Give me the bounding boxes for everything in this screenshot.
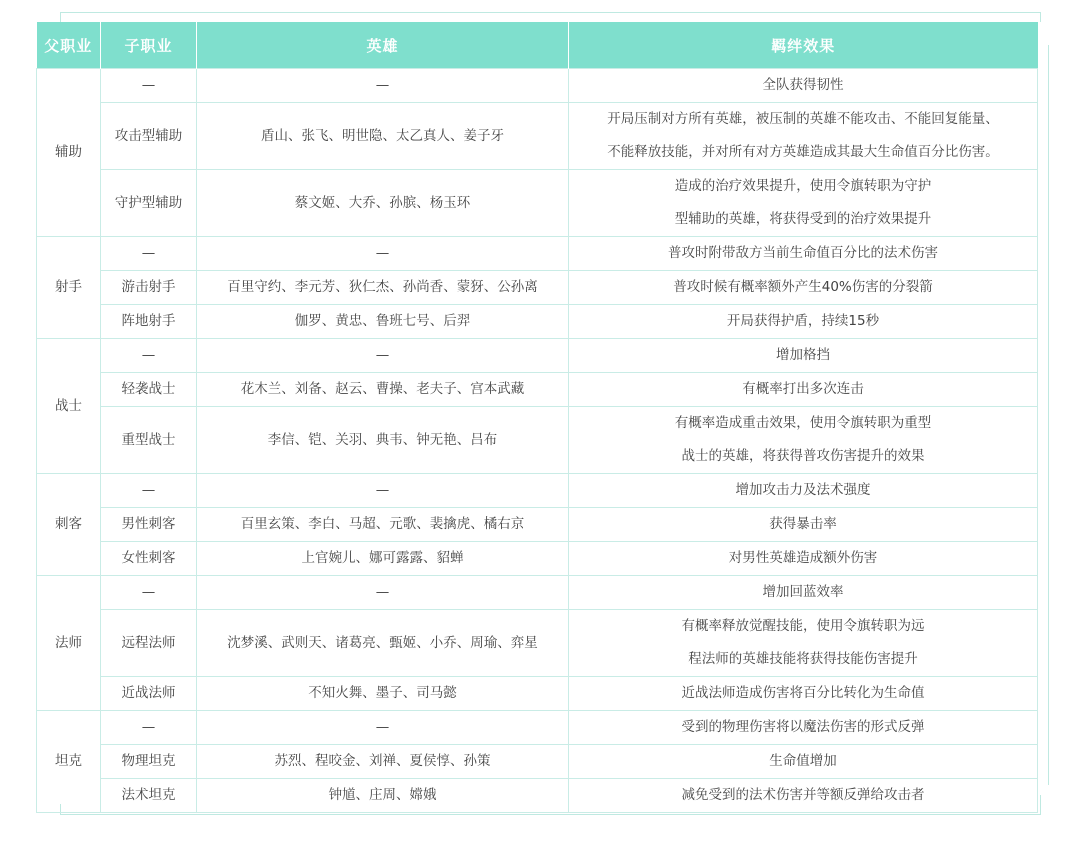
bond-effect-cell xyxy=(569,103,1038,170)
bond-effect-line: 全队获得韧性 xyxy=(762,77,844,93)
frame-corner-line xyxy=(1040,795,1041,815)
heroes-cell: — xyxy=(197,711,569,745)
bond-effect-line: 对男性英雄造成额外伤害 xyxy=(728,550,878,566)
heroes-cell: 钟馗、庄周、嫦娥 xyxy=(197,779,569,813)
parent-class-cell: 坦克 xyxy=(37,711,101,813)
table-row xyxy=(37,677,1038,711)
frame-side-line xyxy=(1048,45,1049,785)
bond-effect-line: 增加攻击力及法术强度 xyxy=(735,482,871,498)
bond-effect-line: 普攻时候有概率额外产生40%伤害的分裂箭 xyxy=(673,279,933,295)
bond-effect-cell xyxy=(569,745,1038,779)
table-row xyxy=(37,474,1038,508)
bond-effect-cell xyxy=(569,339,1038,373)
sub-class-cell: — xyxy=(101,237,197,271)
table-row xyxy=(37,508,1038,542)
bond-effect-cell xyxy=(569,610,1038,677)
sub-class-cell: — xyxy=(101,69,197,103)
parent-class-cell: 法师 xyxy=(37,576,101,711)
bond-effect-line: 不能释放技能，并对所有对方英雄造成其最大生命值百分比伤害。 xyxy=(607,144,999,160)
header-heroes: 英雄 xyxy=(197,22,569,69)
bond-effect-line: 普攻时附带敌方当前生命值百分比的法术伤害 xyxy=(668,245,938,261)
table-row xyxy=(37,576,1038,610)
parent-class-cell: 战士 xyxy=(37,339,101,474)
table-row xyxy=(37,271,1038,305)
sub-class-cell: 物理坦克 xyxy=(101,745,197,779)
bond-effect-line: 增加格挡 xyxy=(776,347,830,363)
table-row xyxy=(37,69,1038,103)
heroes-cell: 花木兰、刘备、赵云、曹操、老夫子、宫本武藏 xyxy=(197,373,569,407)
heroes-cell: — xyxy=(197,237,569,271)
heroes-cell: — xyxy=(197,474,569,508)
table-row xyxy=(37,103,1038,170)
header-sub-class: 子职业 xyxy=(101,22,197,69)
sub-class-cell: 男性刺客 xyxy=(101,508,197,542)
header-parent-class: 父职业 xyxy=(37,22,101,69)
table-row xyxy=(37,339,1038,373)
bond-effect-cell xyxy=(569,170,1038,237)
bond-effect-line: 造成的治疗效果提升，使用令旗转职为守护 xyxy=(674,178,932,194)
bond-effect-cell xyxy=(569,237,1038,271)
bond-effect-cell xyxy=(569,69,1038,103)
bond-effect-cell xyxy=(569,373,1038,407)
heroes-cell: 沈梦溪、武则天、诸葛亮、甄姬、小乔、周瑜、弈星 xyxy=(197,610,569,677)
sub-class-cell: — xyxy=(101,576,197,610)
heroes-cell: 蔡文姬、大乔、孙膑、杨玉环 xyxy=(197,170,569,237)
sub-class-cell: 守护型辅助 xyxy=(101,170,197,237)
heroes-cell: 百里守约、李元芳、狄仁杰、孙尚香、蒙犽、公孙离 xyxy=(197,271,569,305)
bond-effect-cell xyxy=(569,271,1038,305)
heroes-cell: 伽罗、黄忠、鲁班七号、后羿 xyxy=(197,305,569,339)
table-row xyxy=(37,610,1038,677)
frame-corner-line xyxy=(60,12,61,22)
bond-effect-line: 减免受到的法术伤害并等额反弹给攻击者 xyxy=(681,787,925,803)
table-row xyxy=(37,305,1038,339)
frame-top-line xyxy=(60,12,1040,13)
heroes-cell: 盾山、张飞、明世隐、太乙真人、姜子牙 xyxy=(197,103,569,170)
bond-effect-cell xyxy=(569,474,1038,508)
heroes-cell: 李信、铠、关羽、典韦、钟无艳、吕布 xyxy=(197,407,569,474)
sub-class-cell: 游击射手 xyxy=(101,271,197,305)
bond-effect-line: 程法师的英雄技能将获得技能伤害提升 xyxy=(688,651,918,667)
sub-class-cell: — xyxy=(101,711,197,745)
bond-effect-line: 有概率造成重击效果，使用令旗转职为重型 xyxy=(674,415,932,431)
bond-effect-line: 有概率释放觉醒技能，使用令旗转职为远 xyxy=(681,618,925,634)
sub-class-cell: — xyxy=(101,474,197,508)
bond-effect-line: 获得暴击率 xyxy=(769,516,837,532)
bond-effect-cell xyxy=(569,305,1038,339)
bond-effect-line: 增加回蓝效率 xyxy=(762,584,844,600)
bond-effect-cell xyxy=(569,542,1038,576)
table-row xyxy=(37,779,1038,813)
sub-class-cell: 攻击型辅助 xyxy=(101,103,197,170)
sub-class-cell: 阵地射手 xyxy=(101,305,197,339)
heroes-cell: — xyxy=(197,69,569,103)
parent-class-cell: 辅助 xyxy=(37,69,101,237)
heroes-cell: 不知火舞、墨子、司马懿 xyxy=(197,677,569,711)
sub-class-cell: — xyxy=(101,339,197,373)
bond-effect-cell xyxy=(569,779,1038,813)
heroes-cell: 百里玄策、李白、马超、元歌、裴擒虎、橘右京 xyxy=(197,508,569,542)
heroes-cell: — xyxy=(197,339,569,373)
bond-effect-line: 有概率打出多次连击 xyxy=(742,381,864,397)
table-row xyxy=(37,711,1038,745)
sub-class-cell: 远程法师 xyxy=(101,610,197,677)
bond-effect-cell xyxy=(569,677,1038,711)
bond-effect-line: 受到的物理伤害将以魔法伤害的形式反弹 xyxy=(681,719,925,735)
table-row xyxy=(37,542,1038,576)
frame-bottom-line xyxy=(60,814,1040,815)
sub-class-cell: 近战法师 xyxy=(101,677,197,711)
sub-class-cell: 重型战士 xyxy=(101,407,197,474)
table-row xyxy=(37,170,1038,237)
sub-class-cell: 法术坦克 xyxy=(101,779,197,813)
heroes-cell: 上官婉儿、娜可露露、貂蝉 xyxy=(197,542,569,576)
bond-effect-cell xyxy=(569,508,1038,542)
parent-class-cell: 射手 xyxy=(37,237,101,339)
table-header-row xyxy=(37,22,1038,69)
table-row xyxy=(37,373,1038,407)
heroes-cell: — xyxy=(197,576,569,610)
sub-class-cell: 轻袭战士 xyxy=(101,373,197,407)
table-row xyxy=(37,407,1038,474)
bond-effect-line: 开局压制对方所有英雄，被压制的英雄不能攻击、不能回复能量、 xyxy=(607,111,999,127)
table-row xyxy=(37,745,1038,779)
table-row xyxy=(37,237,1038,271)
frame-corner-line xyxy=(1040,12,1041,22)
bond-effect-line: 近战法师造成伤害将百分比转化为生命值 xyxy=(681,685,925,701)
bond-effect-cell xyxy=(569,407,1038,474)
bond-effects-table xyxy=(36,22,1038,813)
parent-class-cell: 刺客 xyxy=(37,474,101,576)
table-body xyxy=(37,69,1038,813)
bond-effect-line: 战士的英雄，将获得普攻伤害提升的效果 xyxy=(681,448,925,464)
header-bond-effect: 羁绊效果 xyxy=(569,22,1038,69)
bond-effect-cell xyxy=(569,576,1038,610)
sub-class-cell: 女性刺客 xyxy=(101,542,197,576)
heroes-cell: 苏烈、程咬金、刘禅、夏侯惇、孙策 xyxy=(197,745,569,779)
bond-effect-line: 开局获得护盾，持续15秒 xyxy=(726,313,880,329)
bond-effect-line: 生命值增加 xyxy=(769,753,837,769)
bond-effect-cell xyxy=(569,711,1038,745)
bond-effect-line: 型辅助的英雄，将获得受到的治疗效果提升 xyxy=(674,211,932,227)
